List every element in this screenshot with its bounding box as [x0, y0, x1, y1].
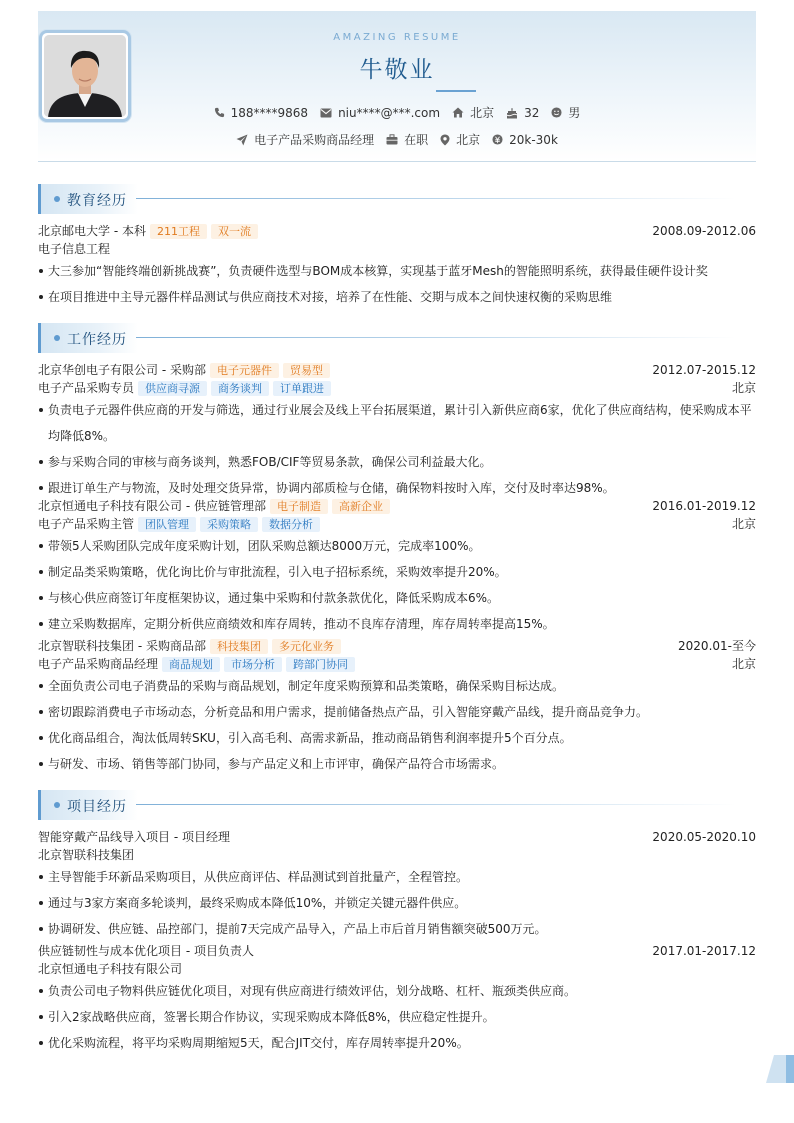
- list-item: 优化商品组合，淘汰低周转SKU，引入高毛利、高需求新品，推动商品销售利润率提升5个百分点。: [38, 725, 756, 751]
- tag: 科技集团: [210, 639, 268, 654]
- entry-header: [38, 828, 756, 846]
- resume-header: [38, 11, 756, 162]
- section-work: [38, 323, 738, 353]
- list-item: [38, 397, 756, 449]
- section-project: [38, 790, 738, 820]
- company-line: 北京恒通电子科技有限公司 - 供应链管理部: [38, 499, 266, 513]
- tag: 高新企业: [332, 499, 390, 514]
- list-item-line: 负责电子元器件供应商的开发与筛选，通过行业展会及线上平台拓展渠道，累计引入新供应商6家，优化了供应商结构，使采购成本平: [48, 403, 752, 417]
- entry-dates: 2016.01-2019.12: [652, 499, 756, 513]
- home-icon: [452, 107, 464, 118]
- location-pin-icon: [440, 134, 450, 146]
- header-subtitle: AMAZING RESUME: [333, 32, 461, 43]
- bullet-list: [38, 673, 756, 777]
- name-underline: [436, 90, 476, 92]
- tag: 跨部门协同: [286, 657, 355, 672]
- section-tab: [38, 790, 138, 820]
- tag: 采购策略: [200, 517, 258, 532]
- work-entry: [38, 637, 756, 777]
- gender-item: [551, 104, 580, 121]
- bullet-list: [38, 978, 756, 1056]
- education-entry: [38, 222, 756, 310]
- entry-dates: 2020.01-至今: [678, 639, 756, 653]
- email-value: niu****@***.com: [338, 105, 441, 120]
- age-value: 32: [524, 105, 540, 120]
- entry-dates: 2012.07-2015.12: [652, 363, 756, 377]
- list-item: 跟进订单生产与物流，及时处理交货异常，协调内部质检与仓储，确保物料按时入库，交付及时率达98%。: [38, 475, 756, 501]
- role-row: [38, 655, 756, 673]
- tag: 电子制造: [270, 499, 328, 514]
- list-item: 参与采购合同的审核与商务谈判，熟悉FOB/CIF等贸易条款，确保公司利益最大化。: [38, 449, 756, 475]
- job-title: 电子产品采购商品经理: [38, 657, 159, 671]
- list-item: 带领5人采购团队完成年度采购计划，团队采购总额达8000万元，完成率100%。: [38, 533, 756, 559]
- candidate-name: 牛敬业: [359, 57, 435, 83]
- briefcase-icon: [386, 134, 398, 145]
- org-row: [38, 960, 756, 978]
- project-entry: [38, 828, 756, 942]
- status-value: 在职: [404, 133, 429, 147]
- phone-value: 188****9868: [230, 105, 309, 120]
- section-heading: 项目经历: [67, 799, 127, 815]
- project-title: 智能穿戴产品线导入项目 - 项目经理: [38, 830, 230, 844]
- money-icon: [492, 134, 503, 145]
- list-item: 负责公司电子物料供应链优化项目，对现有供应商进行绩效评估，划分战略、杠杆、瓶颈类供应商。: [38, 978, 756, 1004]
- section-heading: 教育经历: [67, 193, 127, 209]
- tag: 团队管理: [138, 517, 196, 532]
- phone-icon: [214, 107, 225, 118]
- company-line: 北京华创电子有限公司 - 采购部: [38, 363, 206, 377]
- section-divider: [136, 337, 736, 338]
- list-item: 引入2家战略供应商，签署长期合作协议，实现采购成本降低8%，供应稳定性提升。: [38, 1004, 756, 1030]
- entry-header: [38, 361, 756, 379]
- bullet-list: [38, 397, 756, 501]
- role-row: [38, 515, 756, 533]
- entry-header: [38, 222, 756, 240]
- target-city-value: 北京: [456, 133, 481, 147]
- contact-row: [38, 104, 756, 121]
- company-line: 北京智联科技集团 - 采购商品部: [38, 639, 206, 653]
- entry-dates: 2008.09-2012.06: [652, 224, 756, 238]
- section-tab: [38, 184, 138, 214]
- list-item: 全面负责公司电子消费品的采购与商品规划，制定年度采购预算和品类策略，确保采购目标达成。: [38, 673, 756, 699]
- list-item: 大三参加“智能终端创新挑战赛”，负责硬件选型与BOM成本核算，实现基于蓝牙Mesh的智能照明系统，获得最佳硬件设计奖: [38, 258, 756, 284]
- send-icon: [236, 134, 248, 146]
- list-item: 主导智能手环新品采购项目，从供应商评估、样品测试到首批量产，全程管控。: [38, 864, 756, 890]
- list-item: 建立采购数据库，定期分析供应商绩效和库存周转，推动不良库存清理，库存周转率提高15%。: [38, 611, 756, 637]
- tag: 商务谈判: [211, 381, 269, 396]
- job-title: 电子产品采购主管: [38, 517, 135, 531]
- corner-decoration: [766, 1055, 794, 1083]
- target-city-item: [440, 131, 480, 148]
- tag: 数据分析: [262, 517, 320, 532]
- city-item: [452, 104, 494, 121]
- project-org: 北京恒通电子科技有限公司: [38, 962, 183, 976]
- phone-item: [214, 106, 308, 120]
- position-item: [236, 131, 374, 148]
- bullet-list: [38, 533, 756, 637]
- cake-icon: [506, 107, 518, 119]
- section-education: [38, 184, 738, 214]
- list-item: 在项目推进中主导元器件样品测试与供应商技术对接，培养了在性能、交期与成本之间快速权衡的采购思维: [38, 284, 756, 310]
- work-entry: [38, 361, 756, 501]
- salary-item: [492, 133, 558, 147]
- job-location: 北京: [731, 517, 756, 531]
- major: 电子信息工程: [38, 242, 111, 256]
- tag: 多元化业务: [272, 639, 341, 654]
- section-dot: [54, 335, 60, 341]
- mail-icon: [320, 108, 332, 118]
- list-item: 优化采购流程，将平均采购周期缩短5天，配合JIT交付，库存周转率提升20%。: [38, 1030, 756, 1056]
- tag: 贸易型: [283, 363, 330, 378]
- tag: 211工程: [150, 224, 207, 239]
- work-entry: [38, 497, 756, 637]
- list-item: 协调研发、供应链、品控部门，提前7天完成产品导入，产品上市后首月销售额突破500万元。: [38, 916, 756, 942]
- section-tab: [38, 323, 138, 353]
- bullet-list: [38, 258, 756, 310]
- city-value: 北京: [470, 106, 495, 120]
- smile-icon: [551, 107, 562, 118]
- job-location: 北京: [731, 657, 756, 671]
- status-item: [386, 131, 428, 148]
- entry-header: [38, 497, 756, 515]
- section-heading: 工作经历: [67, 332, 127, 348]
- section-dot: [54, 196, 60, 202]
- project-title: 供应链韧性与成本优化项目 - 项目负责人: [38, 944, 254, 958]
- email-item: [320, 106, 440, 120]
- tag: 电子元器件: [210, 363, 279, 378]
- list-item: 制定品类采购策略，优化询比价与审批流程，引入电子招标系统，采购效率提升20%。: [38, 559, 756, 585]
- list-item: 与研发、市场、销售等部门协同，参与产品定义和上市评审，确保产品符合市场需求。: [38, 751, 756, 777]
- bullet-list: [38, 864, 756, 942]
- entry-dates: 2020.05-2020.10: [652, 830, 756, 844]
- entry-header: [38, 942, 756, 960]
- list-item-line: 均降低8%。: [48, 429, 116, 443]
- section-dot: [54, 802, 60, 808]
- age-item: [506, 106, 539, 120]
- job-location: 北京: [731, 381, 756, 395]
- tag: 供应商寻源: [138, 381, 207, 396]
- list-item: 与核心供应商签订年度框架协议，通过集中采购和付款条款优化，降低采购成本6%。: [38, 585, 756, 611]
- role-row: [38, 379, 756, 397]
- school-line: 北京邮电大学 - 本科: [38, 224, 146, 238]
- gender-value: 男: [568, 106, 581, 120]
- salary-value: 20k-30k: [509, 132, 558, 147]
- entry-header: [38, 637, 756, 655]
- intention-row: [38, 131, 756, 148]
- list-item: 通过与3家方案商多轮谈判，最终采购成本降低10%，并锁定关键元器件供应。: [38, 890, 756, 916]
- org-row: [38, 846, 756, 864]
- section-divider: [136, 804, 736, 805]
- project-org: 北京智联科技集团: [38, 848, 135, 862]
- major-row: [38, 240, 756, 258]
- tag: 订单跟进: [273, 381, 331, 396]
- tag: 商品规划: [162, 657, 220, 672]
- section-divider: [136, 198, 736, 199]
- position-value: 电子产品采购商品经理: [254, 133, 375, 147]
- tag: 双一流: [211, 224, 258, 239]
- tag: 市场分析: [224, 657, 282, 672]
- project-entry: [38, 942, 756, 1056]
- job-title: 电子产品采购专员: [38, 381, 135, 395]
- list-item: 密切跟踪消费电子市场动态，分析竞品和用户需求，提前储备热点产品，引入智能穿戴产品线，提升商品竞争力。: [38, 699, 756, 725]
- entry-dates: 2017.01-2017.12: [652, 944, 756, 958]
